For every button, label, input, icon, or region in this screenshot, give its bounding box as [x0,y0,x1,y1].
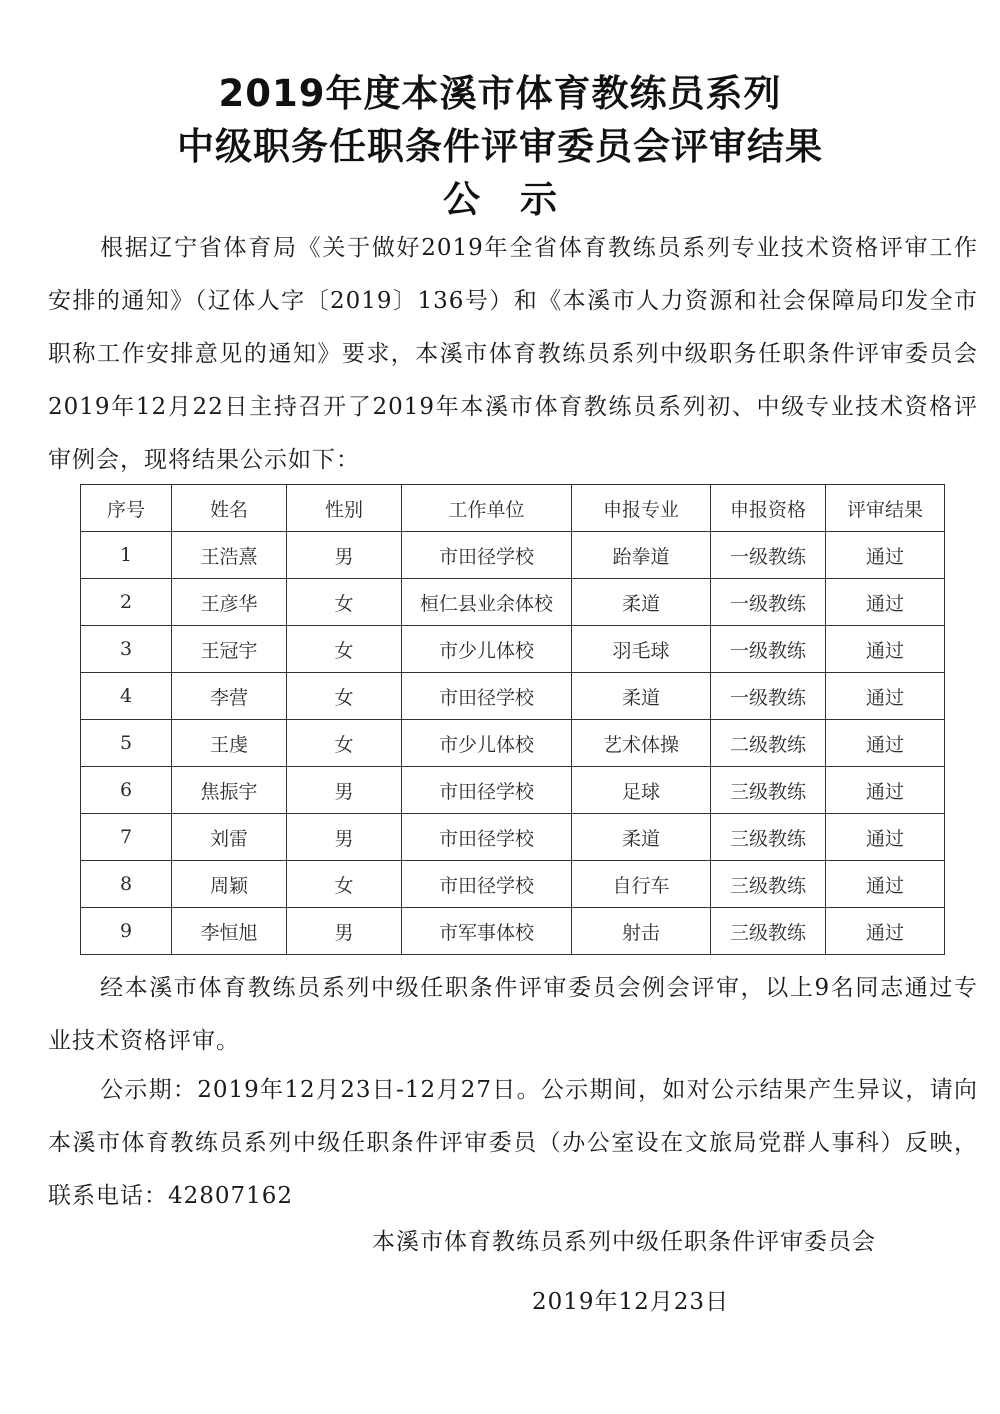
issuer-signature: 本溪市体育教练员系列中级任职条件评审委员会 [372,1229,876,1255]
table-row [81,579,945,626]
table-row [81,673,945,720]
cell-workplace: 市田径学校 [402,861,572,908]
cell-gender: 女 [287,626,402,673]
cell-name: 周颖 [172,861,287,908]
cell-gender: 男 [287,767,402,814]
cell-name: 王彦华 [172,579,287,626]
cell-name: 王虔 [172,720,287,767]
cell-result: 通过 [826,626,945,673]
cell-workplace: 市少儿体校 [402,720,572,767]
cell-workplace: 市少儿体校 [402,626,572,673]
cell-name: 焦振宇 [172,767,287,814]
cell-name: 王浩熹 [172,532,287,579]
cell-qualification: 三级教练 [711,908,826,955]
cell-gender: 女 [287,673,402,720]
cell-index: 8 [81,861,172,908]
title-line-2: 中级职务任职条件评审委员会评审结果 [177,125,823,168]
title-line-3: 公示 [443,178,597,221]
cell-name: 刘雷 [172,814,287,861]
cell-index: 7 [81,814,172,861]
cell-qualification: 三级教练 [711,814,826,861]
cell-index: 4 [81,673,172,720]
cell-qualification: 一级教练 [711,673,826,720]
cell-index: 5 [81,720,172,767]
cell-result: 通过 [826,532,945,579]
table-row [81,908,945,955]
cell-gender: 男 [287,532,402,579]
cell-index: 6 [81,767,172,814]
cell-qualification: 一级教练 [711,626,826,673]
cell-result: 通过 [826,814,945,861]
header-workplace: 工作单位 [402,485,572,532]
cell-result: 通过 [826,767,945,814]
cell-index: 3 [81,626,172,673]
cell-qualification: 一级教练 [711,532,826,579]
header-index: 序号 [81,485,172,532]
cell-gender: 女 [287,861,402,908]
cell-gender: 女 [287,720,402,767]
cell-result: 通过 [826,720,945,767]
cell-gender: 男 [287,814,402,861]
header-name: 姓名 [172,485,287,532]
cell-specialty: 柔道 [572,673,711,720]
cell-specialty: 柔道 [572,579,711,626]
title-line-1: 2019年度本溪市体育教练员系列 [218,72,782,115]
cell-index: 9 [81,908,172,955]
cell-qualification: 三级教练 [711,767,826,814]
results-table [80,484,945,955]
table-row [81,814,945,861]
cell-workplace: 市田径学校 [402,814,572,861]
cell-result: 通过 [826,908,945,955]
header-qualification: 申报资格 [711,485,826,532]
cell-workplace: 市田径学校 [402,673,572,720]
issue-date: 2019年12月23日 [532,1289,730,1315]
cell-specialty: 射击 [572,908,711,955]
cell-workplace: 市田径学校 [402,532,572,579]
table-row [81,861,945,908]
table-row [81,720,945,767]
conclusion-paragraph: 经本溪市体育教练员系列中级任职条件评审委员会例会评审，以上9名同志通过专业技术资格评审。 [48,975,978,1054]
cell-specialty: 柔道 [572,814,711,861]
cell-result: 通过 [826,861,945,908]
cell-name: 王冠宇 [172,626,287,673]
cell-qualification: 三级教练 [711,861,826,908]
cell-index: 1 [81,532,172,579]
cell-qualification: 二级教练 [711,720,826,767]
cell-specialty: 羽毛球 [572,626,711,673]
header-result: 评审结果 [826,485,945,532]
cell-workplace: 市田径学校 [402,767,572,814]
cell-name: 李营 [172,673,287,720]
header-gender: 性别 [287,485,402,532]
cell-index: 2 [81,579,172,626]
table-row [81,626,945,673]
cell-specialty: 艺术体操 [572,720,711,767]
cell-workplace: 市军事体校 [402,908,572,955]
table-header-row [81,485,945,532]
cell-specialty: 足球 [572,767,711,814]
cell-gender: 女 [287,579,402,626]
publicity-period-paragraph: 公示期：2019年12月23日-12月27日。公示期间，如对公示结果产生异议，请向本溪市体育教练员系列中级任职条件评审委员（办公室设在文旅局党群人事科）反映，联系电话：42807162 [48,1077,978,1209]
cell-gender: 男 [287,908,402,955]
cell-specialty: 自行车 [572,861,711,908]
header-specialty: 申报专业 [572,485,711,532]
intro-paragraph: 根据辽宁省体育局《关于做好2019年全省体育教练员系列专业技术资格评审工作安排的通知》（辽体人字〔2019〕136号）和《本溪市人力资源和社会保障局印发全市职称工作安排意见的通知》要求，本溪市体育教练员系列中级职务任职条件评审委员会2019年12月22日主持召开了2019年本溪市体育教练员系列初、中级专业技术资格评审例会，现将结果公示如下： [48,235,978,473]
cell-result: 通过 [826,579,945,626]
table-row [81,767,945,814]
cell-qualification: 一级教练 [711,579,826,626]
cell-specialty: 跆拳道 [572,532,711,579]
cell-name: 李恒旭 [172,908,287,955]
cell-result: 通过 [826,673,945,720]
cell-workplace: 桓仁县业余体校 [402,579,572,626]
table-row [81,532,945,579]
